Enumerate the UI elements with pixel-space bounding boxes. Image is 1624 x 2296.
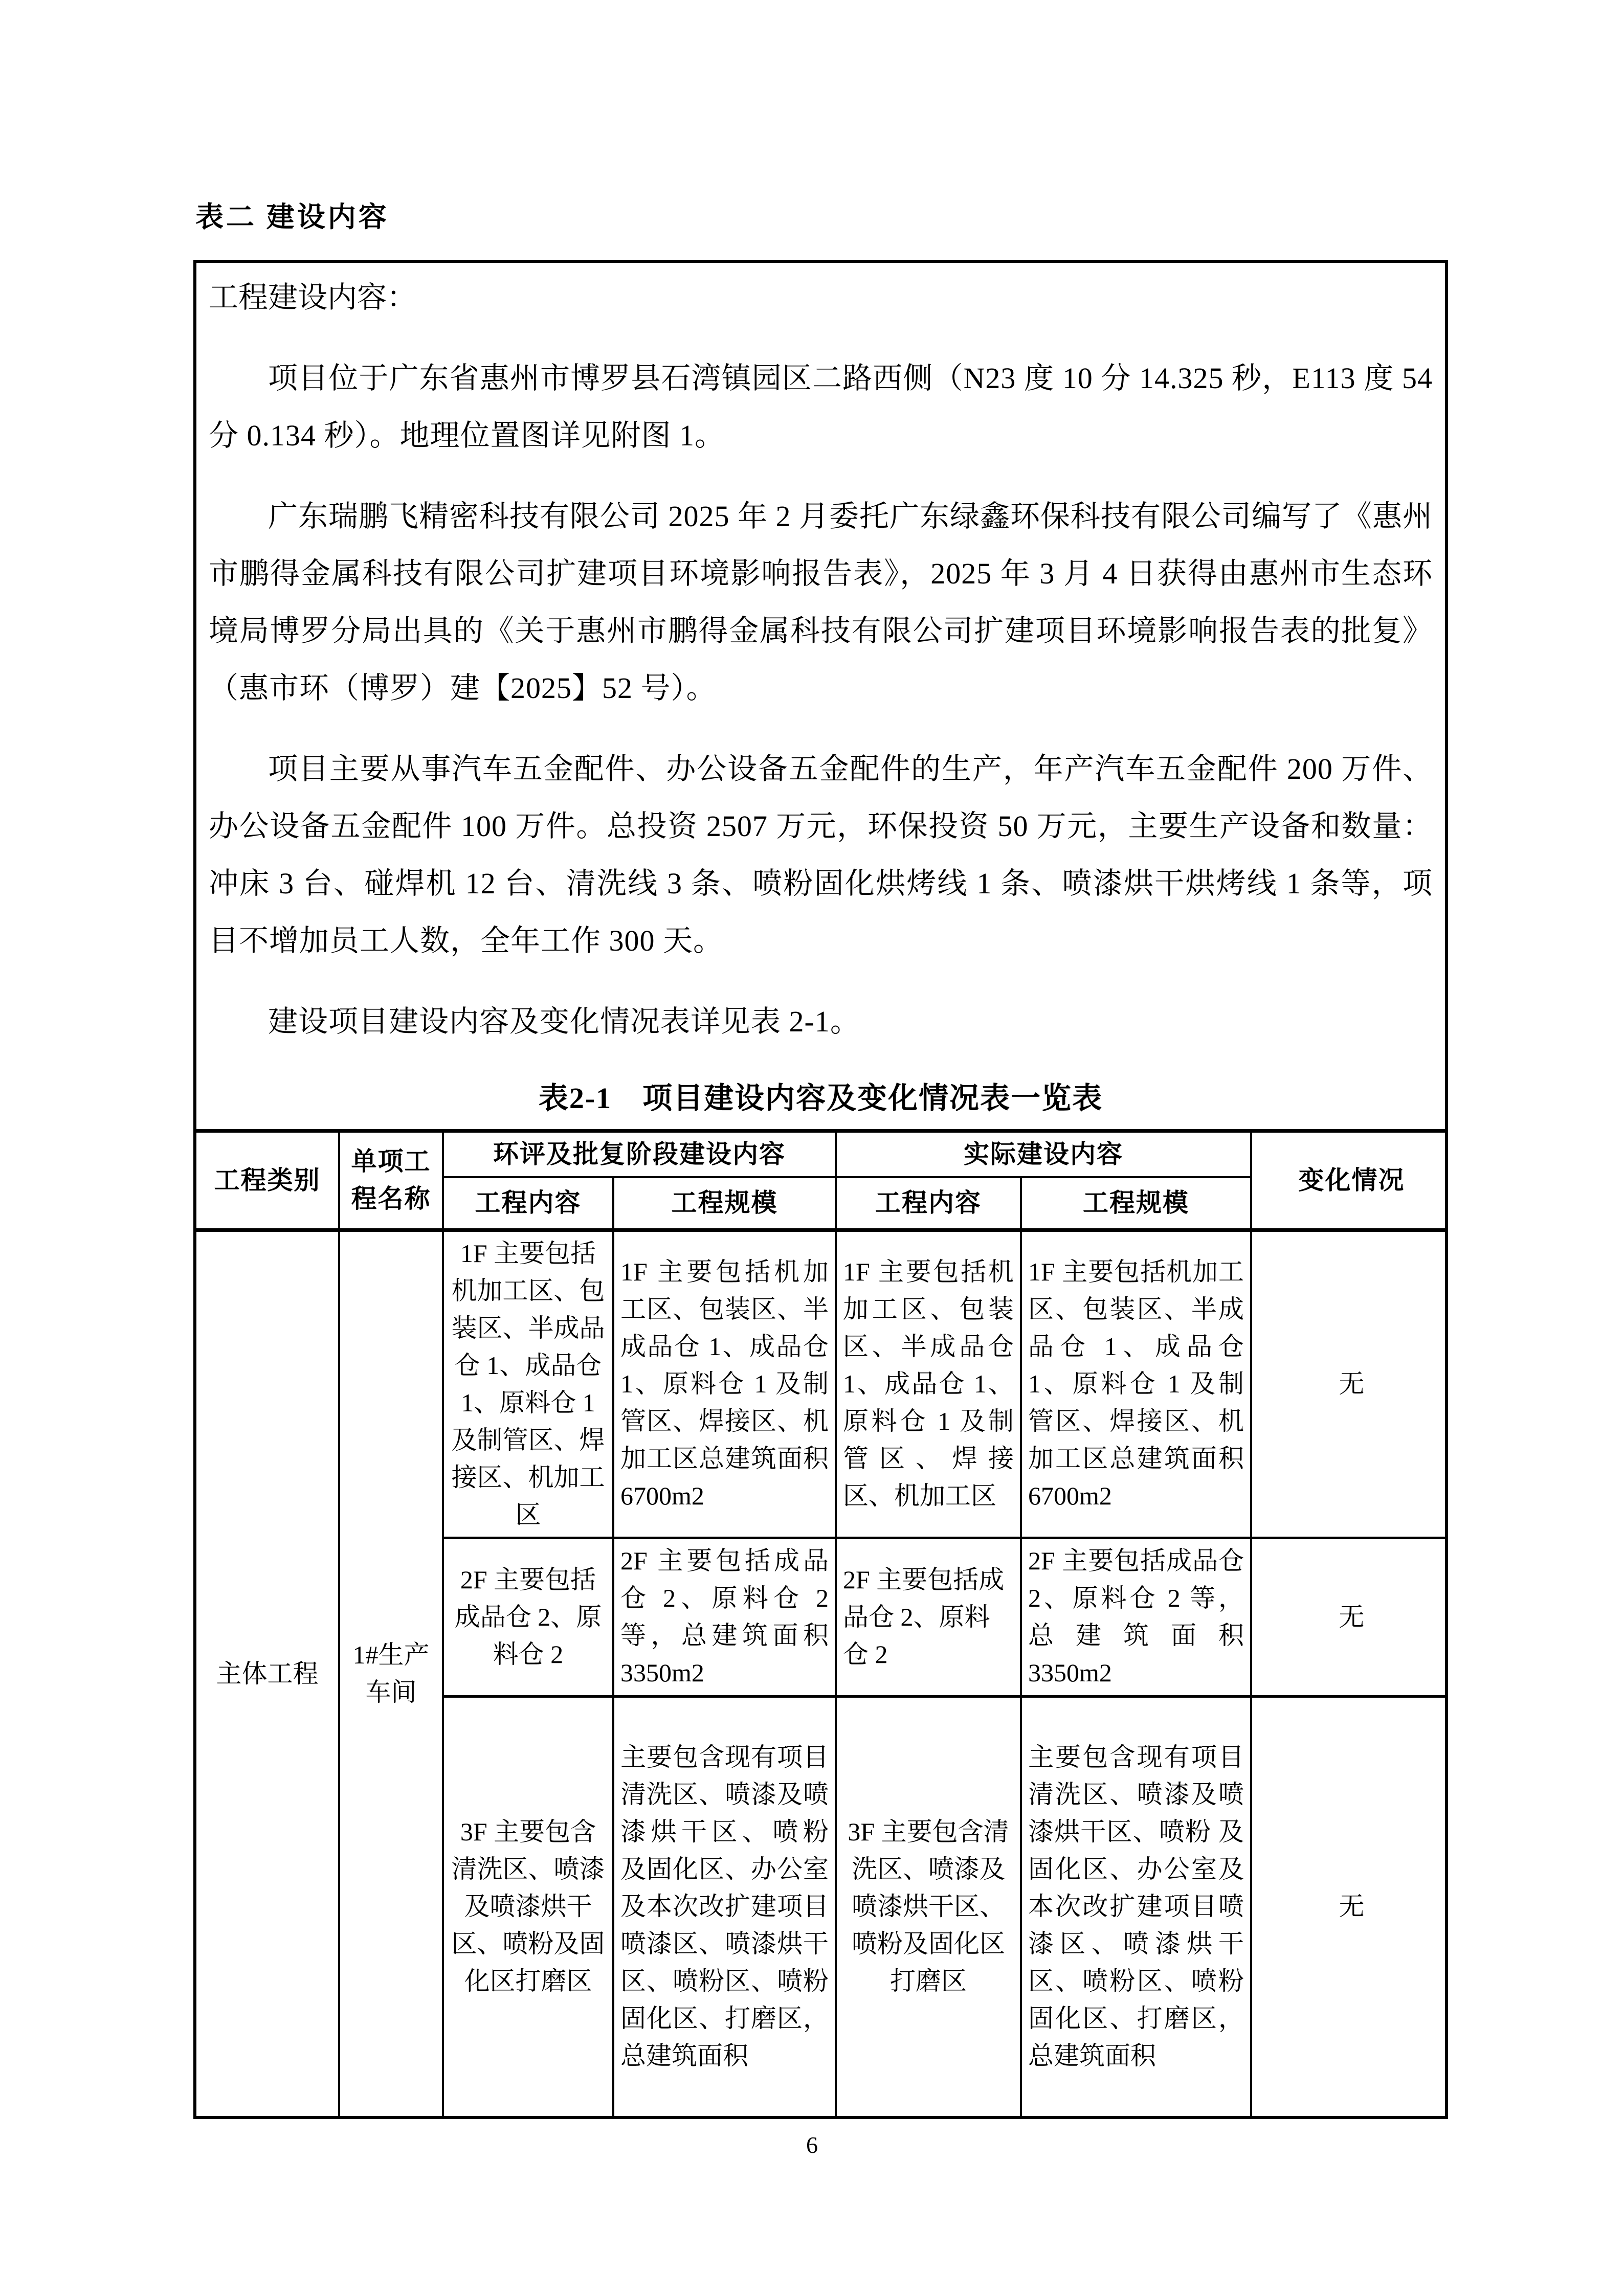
content-heading: 工程建设内容： — [209, 281, 417, 314]
paragraph-production: 项目主要从事汽车五金配件、办公设备五金配件的生产，年产汽车五金配件 200 万件、办公设备五金配件 100 万件。总投资 2507 万元，环保投资 50 万元，主要生产设备和数量：冲床 3 台、碰焊机 12 台、清洗线 3 条、喷粉固化烘烤线 1 条、喷漆烘干烘烤线 1 条等，项目不增加员工人数，全年工作 300 天。 — [209, 752, 1433, 957]
cell-1f-actual-content: 1F 主要包括机加工区、包装区、半成品仓 1、成品仓 1、原料仓 1 及制管区、焊接区、机加工区 — [836, 1230, 1021, 1538]
header-eia-content: 工程内容 — [443, 1177, 613, 1230]
header-project-category: 工程类别 — [196, 1131, 339, 1230]
content-text-area — [196, 263, 1445, 1129]
header-actual-scale: 工程规模 — [1021, 1177, 1251, 1230]
cell-3f-eia-content: 3F 主要包含清洗区、喷漆及喷漆烘干区、喷粉及固化区打磨区 — [443, 1696, 613, 2116]
table-title: 表2-1 项目建设内容及变化情况表一览表 — [538, 1082, 1103, 1115]
cell-2f-actual-scale: 2F 主要包括成品仓 2、原料仓 2 等，总建筑面积 3350m2 — [1021, 1538, 1251, 1696]
header-actual-content: 工程内容 — [836, 1177, 1021, 1230]
cell-3f-eia-scale: 主要包含现有项目清洗区、喷漆及喷漆烘干区、喷粉 及固化区、办公室及本次改扩建项目喷漆区、喷漆烘干区、喷粉区、喷粉固化区、打磨区，总建筑面积 — [613, 1696, 836, 2116]
cell-subproject-name: 1#生产车间 — [339, 1230, 443, 2116]
cell-1f-actual-scale: 1F 主要包括机加工区、包装区、半成品仓 1、成品仓 1、原料仓 1 及制管区、焊接区、机加工区总建筑面积 6700m2 — [1021, 1230, 1251, 1538]
paragraph-approval: 广东瑞鹏飞精密科技有限公司 2025 年 2 月委托广东绿鑫环保科技有限公司编写了《惠州市鹏得金属科技有限公司扩建项目环境影响报告表》，2025 年 3 月 4 日获得由惠州市生态环境局博罗分局出具的《关于惠州市鹏得金属科技有限公司扩建项目环境影响报告表的批复》（惠市环（博罗）建【2025】52 号）。 — [209, 500, 1433, 705]
header-group-actual: 实际建设内容 — [836, 1131, 1251, 1178]
table-header-row-groups — [196, 1131, 1448, 1178]
section-title: 表二 建设内容 — [195, 201, 389, 233]
construction-change-table — [196, 1129, 1448, 2116]
content-box — [193, 260, 1448, 2119]
page-number: 6 — [806, 2132, 818, 2158]
paragraph-location: 项目位于广东省惠州市博罗县石湾镇园区二路西侧（N23 度 10 分 14.325 秒，E113 度 54 分 0.134 秒）。地理位置图详见附图 1。 — [209, 362, 1433, 452]
cell-3f-actual-scale: 主要包含现有项目清洗区、喷漆及喷漆烘干区、喷粉 及固化区、办公室及本次改扩建项目喷漆区、喷漆烘干区、喷粉区、喷粉固化区、打磨区，总建筑面积 — [1021, 1696, 1251, 2116]
cell-1f-eia-scale: 1F 主要包括机加工区、包装区、半成品仓 1、成品仓 1、原料仓 1 及制管区、焊接区、机加工区总建筑面积 6700m2 — [613, 1230, 836, 1538]
cell-1f-eia-content: 1F 主要包括机加工区、包装区、半成品仓 1、成品仓 1、原料仓 1 及制管区、焊接区、机加工区 — [443, 1230, 613, 1538]
cell-3f-actual-content: 3F 主要包含清洗区、喷漆及喷漆烘干区、喷粉及固化区打磨区 — [836, 1696, 1021, 2116]
header-change-status: 变化情况 — [1251, 1131, 1448, 1230]
table-row-floor1 — [196, 1230, 1448, 1538]
cell-project-category: 主体工程 — [196, 1230, 339, 2116]
header-eia-scale: 工程规模 — [613, 1177, 836, 1230]
header-group-eia-stage: 环评及批复阶段建设内容 — [443, 1131, 836, 1178]
header-subproject-name: 单项工程名称 — [339, 1131, 443, 1230]
cell-2f-eia-content: 2F 主要包括成品仓 2、原料仓 2 — [443, 1538, 613, 1696]
cell-2f-actual-content: 2F 主要包括成品仓 2、原料仓 2 — [836, 1538, 1021, 1696]
cell-2f-eia-scale: 2F 主要包括成品仓 2、原料仓 2 等，总建筑面积 3350m2 — [613, 1538, 836, 1696]
cell-2f-change: 无 — [1251, 1538, 1448, 1696]
cell-3f-change: 无 — [1251, 1696, 1448, 2116]
cell-1f-change: 无 — [1251, 1230, 1448, 1538]
paragraph-table-ref: 建设项目建设内容及变化情况表详见表 2-1。 — [268, 1005, 860, 1038]
